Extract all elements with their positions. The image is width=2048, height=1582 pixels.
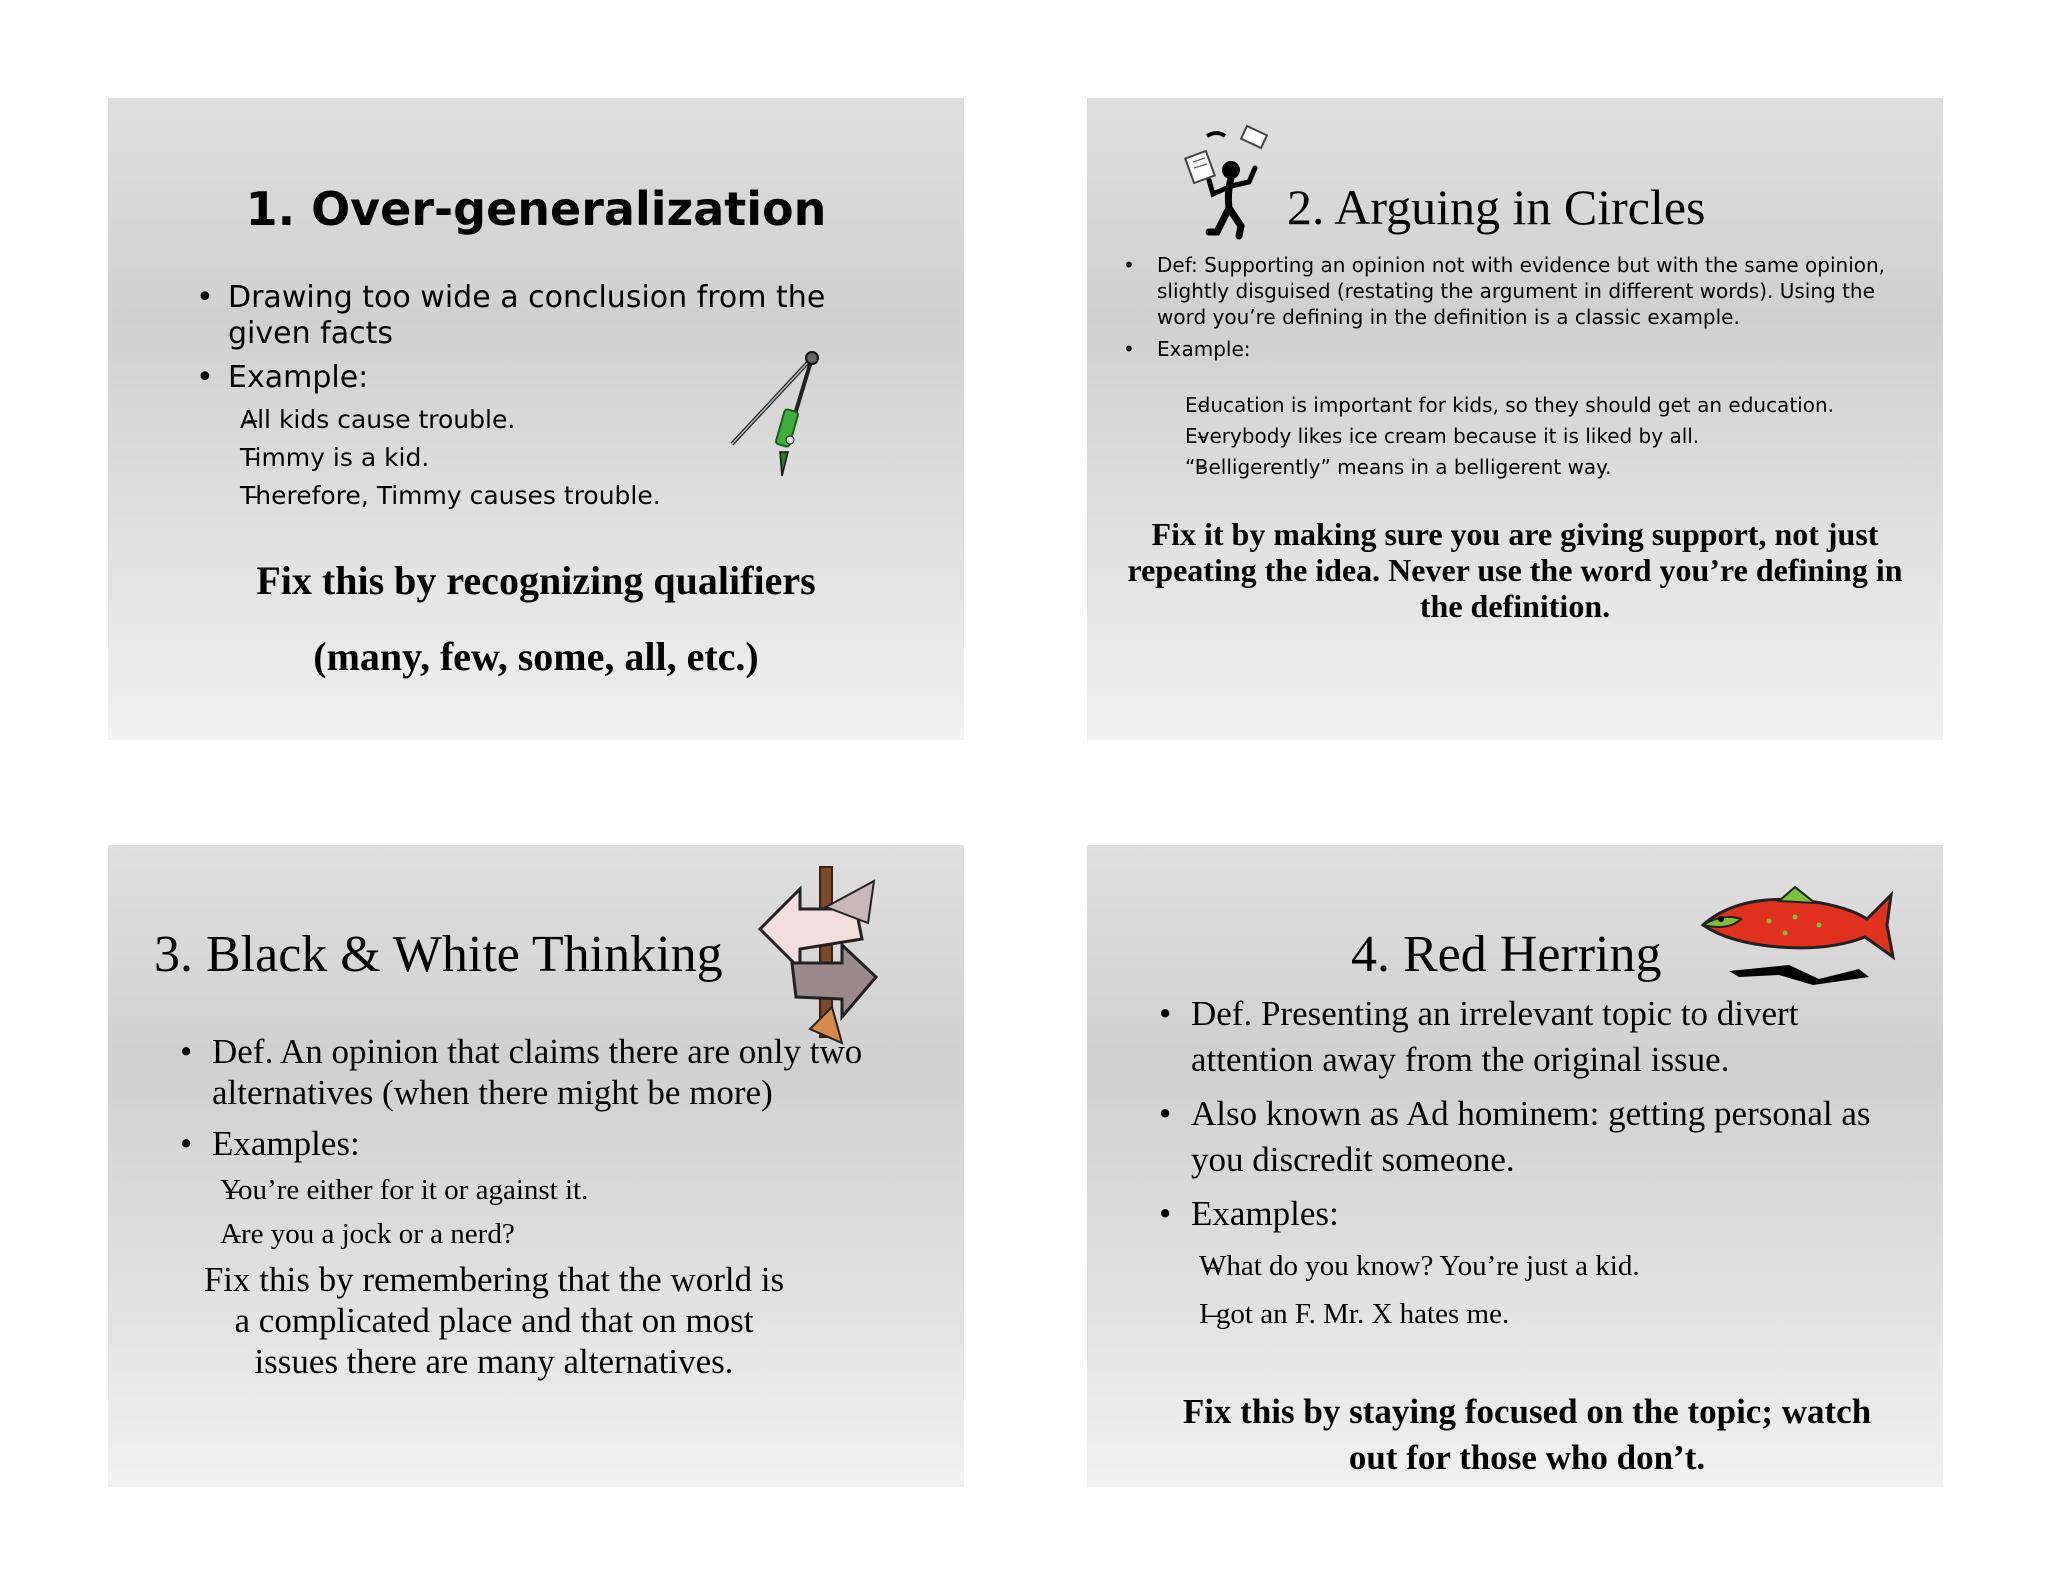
qualifiers-note: (many, few, some, all, etc.) [313,634,759,679]
bullet-item: • Example: [1123,336,1903,362]
example-list [190,1168,890,1256]
fix-tip: Fix it by making sure you are giving support, not just repeating the idea. Never use the word you’re defining in the definition. [1127,516,1903,624]
example-item: – All kids cause trouble. [210,401,810,439]
slide-red-herring [1087,845,1943,1487]
bullet-item: • Also known as Ad hominem: getting personal as you discredit someone. [1159,1091,1899,1183]
bullet-item: • Def: Supporting an opinion not with evidence but with the same opinion, slightly disguised (restating the argument in different words). Using the word you’re defining in the definition is a classic example. [1123,252,1903,330]
slide-title: 4. Red Herring [1351,926,1662,983]
example-item: – “Belligerently” means in a belligerent way. [1161,452,1921,483]
example-item: – What do you know? You’re just a kid. [1169,1242,1869,1290]
fix-tip: Fix this by staying focused on the topic; watch out for those who don’t. [1182,1392,1872,1477]
slide-over-generalization [108,98,964,740]
fix-tip: Fix this by remembering that the world is a complicated place and that on most issues there are many alternatives. [203,1260,785,1381]
fix-tip: Fix this by recognizing qualifiers [256,558,816,603]
example-list [210,401,810,515]
bullet-list [1123,252,1903,362]
signpost-arrows-icon [756,867,896,1047]
bullet-item: • Def. An opinion that claims there are only two alternatives (when there might be more) [180,1031,920,1113]
slide-title: 1. Over-generalization [245,182,827,236]
compass-icon [728,352,828,482]
slide-title: 3. Black & White Thinking [154,926,723,983]
slide-arguing-in-circles [1087,98,1943,740]
example-item: – Are you a jock or a nerd? [190,1212,890,1256]
bullet-item: • Examples: [1159,1191,1899,1237]
bullet-item: • Examples: [180,1123,920,1164]
bullet-item: • Drawing too wide a conclusion from the given facts [196,280,836,352]
example-list [1161,390,1921,483]
slide-title: 2. Arguing in Circles [1287,179,1706,235]
example-item: – Therefore, Timmy causes trouble. [210,477,810,515]
example-item: – Everybody likes ice cream because it is liked by all. [1161,421,1921,452]
example-item: – Timmy is a kid. [210,439,810,477]
juggler-icon [1187,128,1277,240]
example-item: – Education is important for kids, so they should get an education. [1161,390,1921,421]
example-list [1169,1242,1869,1338]
bullet-list [1159,991,1899,1237]
example-item: – You’re either for it or against it. [190,1168,890,1212]
bullet-item: • Example: [196,360,836,396]
bullet-item: • Def. Presenting an irrelevant topic to divert attention away from the original issue. [1159,991,1899,1083]
example-item: – I got an F. Mr. X hates me. [1169,1290,1869,1338]
bullet-list [180,1031,920,1164]
red-fish-icon [1699,885,1899,985]
slide-black-white-thinking [108,845,964,1487]
